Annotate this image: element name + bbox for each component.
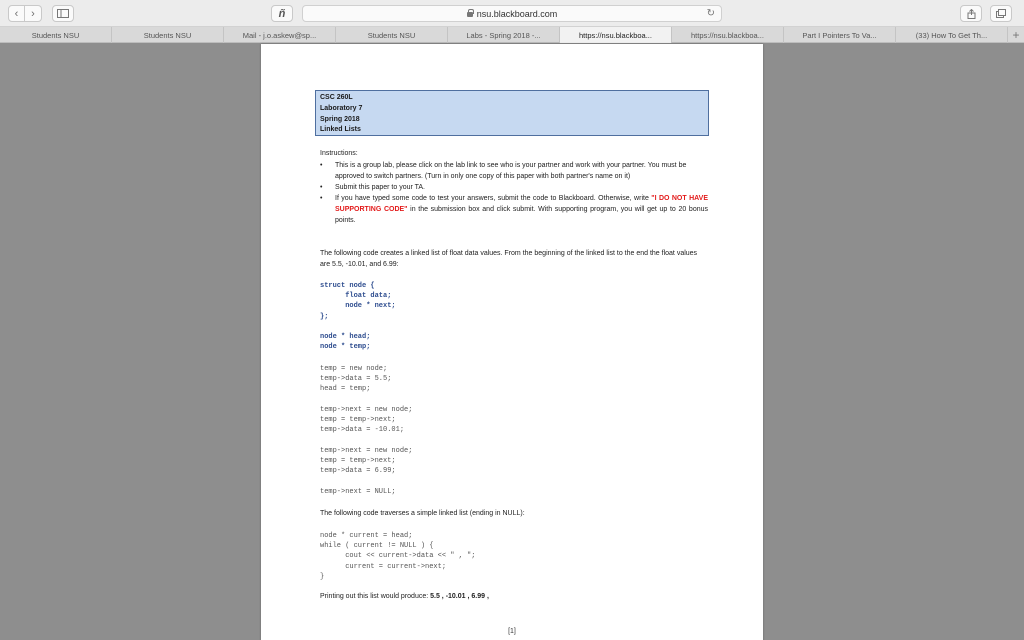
tabs-overview-icon [996, 9, 1006, 18]
page-number: [1] [508, 628, 516, 635]
browser-toolbar [0, 0, 1024, 27]
chevron-right-icon: › [31, 7, 35, 20]
share-icon [967, 9, 976, 19]
printing-result [320, 592, 708, 603]
declaration-code: node * head; node * temp; [320, 333, 371, 352]
instruction-text: in the submission box and click submit. With supporting program, you will get up to 20 bonus points. [335, 205, 709, 224]
no-code-phrase: "I DO NOT HAVE SUPPORTING CODE" [335, 194, 708, 213]
tab-4[interactable]: Labs - Spring 2018 -... [448, 27, 560, 43]
reload-icon[interactable]: ↻ [706, 8, 715, 19]
lock-icon [467, 12, 473, 17]
extension-button[interactable] [271, 5, 293, 22]
struct-code: struct node { float data; node * next; }; [320, 282, 396, 321]
tab-6[interactable]: https://nsu.blackboa... [672, 27, 784, 43]
tab-8[interactable]: (33) How To Get Th... [896, 27, 1008, 43]
chevron-left-icon: ‹ [14, 7, 19, 20]
printing-value: 5.5 , -10.01 , 6.99 , [430, 593, 489, 600]
address-bar[interactable] [302, 5, 722, 22]
instructions-list [320, 161, 708, 226]
traverse-code: node * current = head; while ( current != NULL ) { cout << current->data << " , "; current = current->next; } [320, 532, 476, 581]
code-block: temp = new node; temp->data = 5.5; head = temp; [320, 365, 392, 394]
tab-bar [0, 27, 1024, 43]
code-block: temp->next = new node; temp = temp->next; temp->data = 6.99; [320, 447, 413, 476]
instruction-item [320, 194, 708, 227]
tab-1[interactable]: Students NSU [112, 27, 224, 43]
semester: Spring 2018 [320, 115, 360, 123]
traverse-paragraph: The following code traverses a simple linked list (ending in NULL): [320, 510, 525, 517]
extension-logo-icon: ñ [278, 7, 286, 20]
share-button[interactable] [960, 5, 982, 22]
code-block: temp->next = new node; temp = temp->next; temp->data = -10.01; [320, 406, 413, 435]
instruction-item: • This is a group lab, please click on the lab link to see who is your partner and work with your partner. You must be approved to switch partners. (Turn in only one copy of this paper with both partner's name on it) [320, 161, 708, 183]
back-button[interactable] [8, 5, 25, 22]
code-block: temp->next = NULL; [320, 488, 396, 496]
tab-0[interactable]: Students NSU [0, 27, 112, 43]
tab-2[interactable]: Mail - j.o.askew@sp... [224, 27, 336, 43]
new-tab-button[interactable] [1008, 27, 1024, 43]
instruction-text: If you have typed some code to test your answers, submit the code to Blackboard. Otherwise, write [335, 194, 652, 202]
course-code: CSC 260L [320, 94, 353, 101]
sidebar-icon [57, 9, 69, 18]
tab-5-active[interactable]: https://nsu.blackboa... [560, 27, 672, 43]
tab-7[interactable]: Part I Pointers To Va... [784, 27, 896, 43]
forward-button[interactable] [25, 5, 42, 22]
document-page [261, 44, 763, 640]
document-header-box [315, 90, 709, 136]
plus-icon: + [1012, 28, 1020, 42]
address-text: nsu.blackboard.com [476, 8, 558, 19]
printing-label: Printing out this list would produce: [320, 593, 431, 600]
intro-paragraph: The following code creates a linked list of float data values. From the beginning of the linked list to the end the float values are 5.5, -10.01, and 6.99: [320, 250, 698, 268]
instruction-item: • Submit this paper to your TA. [320, 183, 708, 194]
show-tabs-button[interactable] [990, 5, 1012, 22]
lab-topic: Linked Lists [320, 126, 361, 134]
lab-number: Laboratory 7 [320, 104, 363, 112]
instructions-label: Instructions: [320, 150, 358, 157]
sidebar-toggle-button[interactable] [52, 5, 74, 22]
tab-3[interactable]: Students NSU [336, 27, 448, 43]
